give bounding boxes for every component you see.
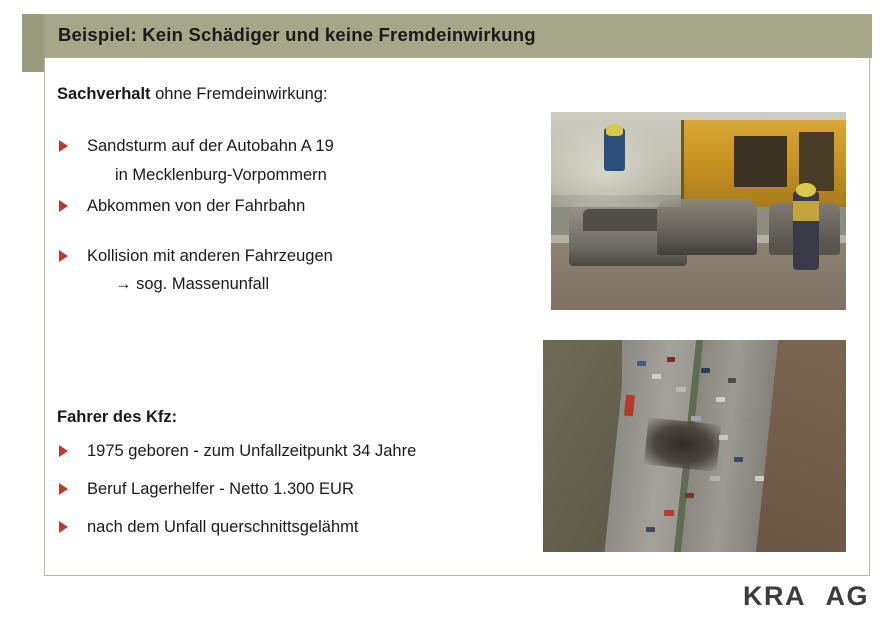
list-item-label: Abkommen von der Fahrbahn	[87, 197, 306, 215]
section-1-heading	[57, 85, 328, 104]
photo-emergency-vehicle-red	[624, 395, 635, 417]
brand-logo	[743, 581, 869, 612]
section-2-heading: Fahrer des Kfz:	[57, 408, 178, 426]
list-item	[57, 478, 527, 514]
logo-swoosh-shape	[806, 581, 826, 612]
photo-vehicle	[667, 357, 675, 362]
photo-vehicle	[755, 476, 764, 481]
list-item	[57, 245, 517, 301]
list-item-label: Sandsturm auf der Autobahn A 19	[87, 137, 334, 155]
photo-firefighter-2-stripe	[793, 201, 820, 221]
photo-burnt-car-2	[657, 199, 757, 254]
triangle-bullet-icon	[59, 250, 68, 262]
photo-aerial-highway-pileup	[543, 340, 846, 552]
photo-vehicle	[646, 527, 655, 532]
photo-accident-burnt-cars	[551, 112, 846, 310]
photo-vehicle	[710, 476, 720, 481]
photo-truck-opening-2	[799, 132, 834, 191]
photo-truck-opening	[734, 136, 787, 187]
photo-vehicle	[716, 397, 725, 402]
photo-firefighter-1-helmet-icon	[606, 124, 624, 136]
photo-vehicle	[701, 368, 710, 373]
triangle-bullet-icon	[59, 521, 68, 533]
photo-pileup-wreckage	[644, 417, 721, 471]
page-title: Beispiel: Kein Schädiger und keine Fremdeinwirkung	[58, 24, 536, 45]
list-item-label: 1975 geboren - zum Unfallzeitpunkt 34 Jahre	[87, 442, 417, 460]
triangle-bullet-icon	[59, 445, 68, 457]
triangle-bullet-icon	[59, 140, 68, 152]
list-item	[57, 516, 527, 552]
photo-burnt-car-1-window	[583, 209, 666, 231]
logo-swoosh	[806, 581, 826, 612]
photo-vehicle	[719, 435, 728, 440]
photo-vehicle	[652, 374, 661, 379]
list-item	[57, 195, 517, 231]
logo-text-part-2: V	[805, 581, 826, 611]
logo-text-part-1: KRA	[742, 581, 806, 611]
photo-vehicle	[728, 378, 736, 383]
photo-vehicle	[734, 457, 743, 462]
logo-text-part-3: AG	[825, 581, 869, 611]
section-1-bullet-list	[57, 135, 517, 303]
triangle-bullet-icon	[59, 200, 68, 212]
section-2-bullet-list	[57, 440, 527, 554]
photo-vehicle	[743, 416, 751, 421]
photo-vehicle	[691, 416, 701, 421]
photo-vehicle	[664, 510, 674, 516]
list-item	[57, 440, 527, 476]
section-1-heading-rest: ohne Fremdeinwirkung:	[150, 85, 328, 103]
section-1-heading-bold: Sachverhalt	[57, 85, 151, 103]
title-band	[44, 14, 872, 61]
list-item-label: Beruf Lagerhelfer - Netto 1.300 EUR	[87, 480, 354, 498]
list-item-label: nach dem Unfall querschnittsgelähmt	[87, 518, 359, 536]
title-accent-bar	[22, 14, 44, 72]
list-item-label: Kollision mit anderen Fahrzeugen	[87, 247, 333, 265]
photo-vehicle	[637, 361, 646, 366]
photo-aerial-highway-pileup-content	[543, 340, 846, 552]
arrow-note: → sog. Massenunfall	[115, 275, 270, 293]
photo-accident-burnt-cars-content	[551, 112, 846, 310]
photo-vehicle	[685, 493, 694, 498]
triangle-bullet-icon	[59, 483, 68, 495]
list-item	[57, 135, 517, 193]
list-item-sublabel: in Mecklenburg-Vorpommern	[115, 166, 327, 184]
photo-vehicle	[676, 387, 686, 392]
